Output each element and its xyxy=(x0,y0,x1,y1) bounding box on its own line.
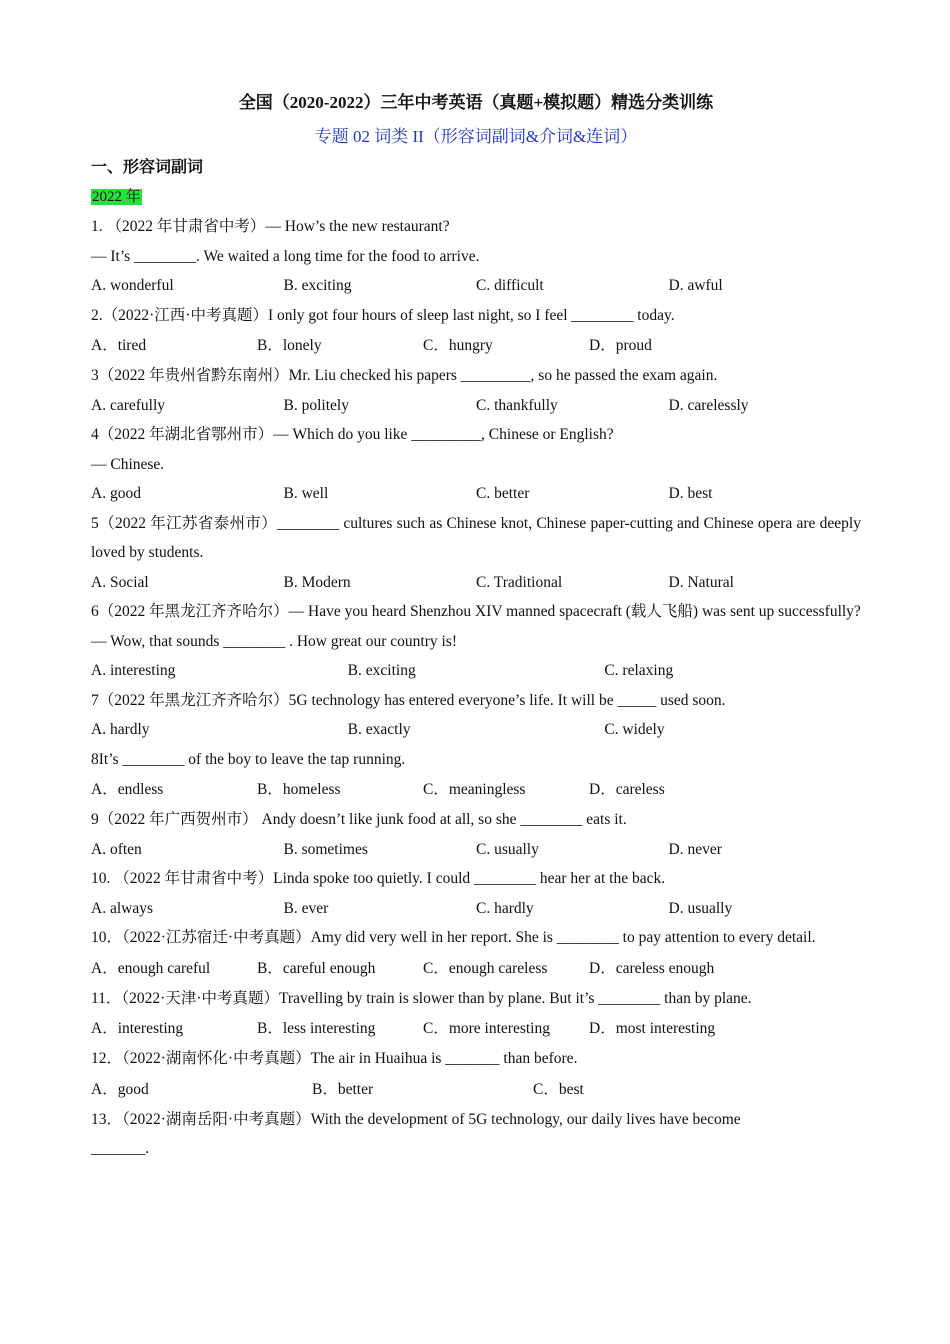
year-tag: 2022 年 xyxy=(92,189,141,205)
section-heading: 一、形容词副词 xyxy=(91,159,204,176)
option: B．homeless xyxy=(257,781,341,798)
question-line: — Chinese. xyxy=(91,455,165,473)
option: C. better xyxy=(476,485,530,502)
options-row xyxy=(91,479,861,509)
option: D. awful xyxy=(668,277,723,294)
options-row xyxy=(91,271,861,301)
options-row xyxy=(91,568,861,598)
option: C. hardly xyxy=(476,899,534,917)
option: C．hungry xyxy=(423,337,493,354)
question-line: 9（2022 年广西贺州市） Andy doesn’t like junk food at all, so she ________ eats it. xyxy=(91,811,627,828)
option: D. carelessly xyxy=(668,396,749,414)
option: C. widely xyxy=(604,721,665,738)
option: D．careless xyxy=(589,781,665,798)
option: B. ever xyxy=(283,899,329,917)
option: A．interesting xyxy=(91,1020,184,1037)
options-row xyxy=(91,894,861,924)
question-line: 10. （2022 年甘肃省中考）Linda spoke too quietly. I could ________ hear her at the back. xyxy=(91,870,666,887)
option: B．lonely xyxy=(257,337,322,354)
option: D．careless enough xyxy=(589,959,715,977)
question-line: 10．（2022·江苏宿迁·中考真题）Amy did very well in her report. She is ________ to pay attention to every detail. xyxy=(91,929,816,946)
option: D．most interesting xyxy=(589,1020,716,1037)
options-row xyxy=(91,774,861,805)
option: C. thankfully xyxy=(476,396,558,414)
year-tag-row xyxy=(91,182,861,212)
question-line: 5（2022 年江苏省泰州市）________ cultures such as Chinese knot, Chinese paper-cutting and Chinese opera are deeply loved by students. xyxy=(91,514,861,561)
options-row xyxy=(91,835,861,865)
option: C. relaxing xyxy=(604,662,674,679)
option: A. carefully xyxy=(91,396,166,414)
option: D. never xyxy=(668,840,722,858)
option: B. exciting xyxy=(283,277,352,294)
option: B. exciting xyxy=(347,662,416,679)
options-row xyxy=(91,330,861,361)
option: B. exactly xyxy=(347,721,411,738)
option: C．best xyxy=(533,1080,584,1098)
option: A. often xyxy=(91,840,142,858)
document-subtitle: 专题 02 词类 II（形容词副词&介词&连词） xyxy=(314,127,638,146)
option: C．enough careless xyxy=(423,959,548,977)
option: B．careful enough xyxy=(257,959,376,977)
option: B．better xyxy=(312,1080,374,1098)
question-line: _______. xyxy=(91,1140,150,1157)
question-line: 7（2022 年黑龙江齐齐哈尔）5G technology has entered everyone’s life. It will be _____ used soon. xyxy=(91,691,726,709)
question-line: — It’s ________. We waited a long time for the food to arrive. xyxy=(91,247,480,265)
option: B. well xyxy=(283,485,329,502)
option: A．good xyxy=(91,1080,149,1098)
option: D. Natural xyxy=(668,573,734,591)
options-row xyxy=(91,953,861,984)
option: B. Modern xyxy=(283,573,351,591)
option: A. interesting xyxy=(91,662,176,679)
option: A. always xyxy=(91,899,153,917)
question-line: 4（2022 年湖北省鄂州市）— Which do you like _________, Chinese or English? xyxy=(91,426,614,443)
option: C．meaningless xyxy=(423,781,526,798)
option: B．less interesting xyxy=(257,1020,376,1037)
option: D. usually xyxy=(668,899,733,917)
option: C. usually xyxy=(476,840,539,858)
option: C. Traditional xyxy=(476,573,563,591)
option: A．endless xyxy=(91,781,164,798)
option: A. wonderful xyxy=(91,277,174,294)
options-row xyxy=(91,715,861,745)
question-line: 3（2022 年贵州省黔东南州）Mr. Liu checked his papers _________, so he passed the exam again. xyxy=(91,367,718,384)
option: A．tired xyxy=(91,337,147,354)
document-page xyxy=(91,86,861,1164)
option: A. hardly xyxy=(91,721,150,738)
options-row xyxy=(91,656,861,686)
options-row xyxy=(91,1074,861,1105)
option: A. good xyxy=(91,485,141,502)
question-line: 13．（2022·湖南岳阳·中考真题）With the development of 5G technology, our daily lives have become xyxy=(91,1110,741,1128)
question-line: 11．（2022·天津·中考真题）Travelling by train is slower than by plane. But it’s ________ than by plane. xyxy=(91,989,752,1007)
question-line: 8It’s ________ of the boy to leave the tap running. xyxy=(91,750,406,768)
option: B. politely xyxy=(283,396,349,414)
question-line: 12．（2022·湖南怀化·中考真题）The air in Huaihua is _______ than before. xyxy=(91,1050,578,1067)
option: D. best xyxy=(668,485,713,502)
option: C. difficult xyxy=(476,277,544,294)
question-line: 2.（2022·江西·中考真题）I only got four hours of sleep last night, so I feel ________ today. xyxy=(91,306,675,324)
option: C．more interesting xyxy=(423,1020,550,1037)
question-line: 1. （2022 年甘肃省中考）— How’s the new restaurant? xyxy=(91,218,450,235)
document-title: 全国（2020-2022）三年中考英语（真题+模拟题）精选分类训练 xyxy=(238,93,714,112)
option: A. Social xyxy=(91,573,149,591)
option: D．proud xyxy=(589,337,652,354)
options-row xyxy=(91,1013,861,1044)
question-line: — Wow, that sounds ________ . How great our country is! xyxy=(91,632,457,650)
options-row xyxy=(91,391,861,421)
option: A．enough careful xyxy=(91,959,211,977)
option: B. sometimes xyxy=(283,840,368,858)
question-line: 6（2022 年黑龙江齐齐哈尔）— Have you heard Shenzhou XIV manned spacecraft (载人飞船) was sent up successfully? xyxy=(91,603,861,620)
